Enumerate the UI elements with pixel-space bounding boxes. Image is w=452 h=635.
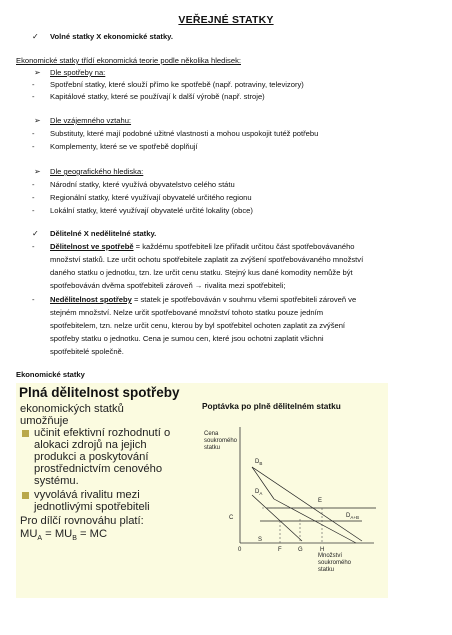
paragraph-line — [50, 242, 355, 252]
list-item: Regionální statky, které využívají obyvatelé určitého regionu — [50, 193, 252, 202]
text-span: MU — [20, 528, 38, 540]
text-span: = každému spotřebiteli lze přiřadit určitou část spotřebovávaného — [133, 242, 355, 251]
slide-text: produkci a poskytování — [34, 451, 149, 463]
slide-text: alokaci zdrojů na jejich — [34, 439, 147, 451]
list-item: Lokální statky, které využívají obyvatelé určité lokality (obce) — [50, 206, 253, 215]
term: Dělitelnost ve spotřebě — [50, 242, 134, 251]
dash-icon: - — [32, 242, 35, 251]
dash-icon: - — [32, 80, 35, 89]
figure-caption: Ekonomické statky — [16, 370, 85, 379]
quantity-label-f: F — [278, 547, 282, 553]
list-item: Národní statky, které využívá obyvatelstvo celého státu — [50, 180, 235, 189]
check-icon: ✓ — [32, 32, 39, 41]
slide-text: systému. — [34, 475, 79, 487]
text-span: D — [346, 513, 351, 519]
price-label-s: S — [258, 537, 263, 543]
y-axis-label: soukromého — [204, 438, 238, 444]
dash-icon: - — [32, 129, 35, 138]
subscript: A — [37, 535, 43, 543]
equilibrium-label: E — [318, 498, 323, 504]
slide-text: jednotlivými spotřebiteli — [34, 501, 150, 513]
quantity-label-g: G — [298, 547, 303, 553]
list-item: Substituty, které mají podobné užitné vlastnosti a mohou uspokojit tutéž potřebu — [50, 129, 319, 138]
slide-text: umožňuje — [20, 415, 69, 427]
term: Nedělitelnost spotřeby — [50, 295, 132, 304]
x-axis-label: Množství — [318, 553, 343, 559]
slide-title: Plná dělitelnost spotřeby — [19, 385, 180, 400]
paragraph-line: spotřebováván dvěma spotřebiteli zároveň → rivalita mezi spotřebiteli; — [50, 281, 286, 290]
section-heading: Volné statky X ekonomické statky. — [50, 32, 173, 41]
subscript: B — [259, 461, 263, 467]
arrow-bullet-icon: ➢ — [34, 68, 41, 77]
x-axis-label: statku — [318, 567, 335, 573]
paragraph-line: daného statku o jednotku, tzn. lze určit cenu statku. Stejný kus dané komodity nemůže být — [50, 268, 353, 277]
demand-curve-b — [252, 467, 362, 541]
quantity-label-h: H — [320, 547, 325, 553]
curve-label-dab — [346, 513, 359, 521]
curve-label-da — [255, 489, 262, 497]
dash-icon: - — [32, 193, 35, 202]
paragraph-line: spotřebitelem, tzn. nelze určit cenu, kterou by byl spotřebitel ochoten zaplatit za zvýšení — [50, 321, 346, 330]
text-span: = MU — [42, 528, 73, 540]
dash-icon: - — [32, 180, 35, 189]
origin-label: 0 — [238, 547, 242, 553]
list-item: Komplementy, které se ve spotřebě doplňují — [50, 142, 198, 151]
text-span: D — [255, 489, 260, 495]
slide-text: ekonomických statků — [20, 403, 124, 415]
dash-icon: - — [32, 206, 35, 215]
paragraph-line: množství statků. Lze určit ochotu spotřebitele zaplatit za zvýšení spotřebovávaného množství — [50, 255, 364, 264]
dash-icon: - — [32, 295, 35, 304]
arrow-bullet-icon: ➢ — [34, 116, 41, 125]
paragraph-line: stejném množství. Nelze určit spotřebované množství tohoto statku pouze jedním — [50, 308, 324, 317]
slide-text: Pro dílčí rovnováhu platí: — [20, 515, 144, 527]
page-title: VEŘEJNÉ STATKY — [178, 14, 274, 26]
intro-text: Ekonomické statky třídí ekonomická teorie podle několika hledisek: — [16, 56, 241, 65]
subscript: A — [259, 491, 263, 497]
y-axis-label: statku — [204, 445, 221, 451]
dash-icon: - — [32, 92, 35, 101]
dash-icon: - — [32, 142, 35, 151]
x-axis-label: soukromého — [318, 560, 352, 566]
paragraph-line: spotřeby statku o jednotku. Cena je sumou cen, které jsou ochotni zaplatit všichni — [50, 334, 324, 343]
price-label-c: C — [229, 515, 234, 521]
check-icon: ✓ — [32, 229, 39, 238]
list-item: Spotřební statky, které slouží přímo ke spotřebě (např. potraviny, televizory) — [50, 80, 304, 89]
arrow-bullet-icon: ➢ — [34, 167, 41, 176]
text-span: = MC — [76, 528, 108, 540]
slide-text: vyvolává rivalitu mezi — [34, 489, 140, 501]
subheading: Dle spotřeby na: — [50, 68, 106, 77]
slide-text: prostřednictvím cenového — [34, 463, 163, 475]
list-item: Kapitálové statky, které se používají k další výrobě (např. stroje) — [50, 92, 265, 101]
embedded-slide — [16, 383, 388, 598]
section-heading: Dělitelné X nedělitelné statky. — [50, 229, 157, 238]
subheading: Dle vzájemného vztahu: — [50, 116, 132, 125]
paragraph-line — [50, 295, 356, 305]
curve-label-db — [255, 459, 262, 467]
demand-curve-a — [252, 495, 302, 541]
subscript: B — [72, 535, 77, 543]
subscript: A+B — [350, 515, 359, 521]
text-span: D — [255, 459, 260, 465]
diagram-title: Poptávka po plně dělitelném statku — [202, 401, 341, 411]
slide-text: učinit efektivní rozhodnutí o — [34, 427, 171, 439]
subheading: Dle geografického hlediska: — [50, 167, 144, 176]
paragraph-line: spotřebitelé společně. — [50, 347, 124, 356]
y-axis-label: Cena — [204, 431, 219, 437]
text-span: = statek je spotřebováván v souhrnu všemi spotřebiteli zároveň ve — [131, 295, 357, 304]
